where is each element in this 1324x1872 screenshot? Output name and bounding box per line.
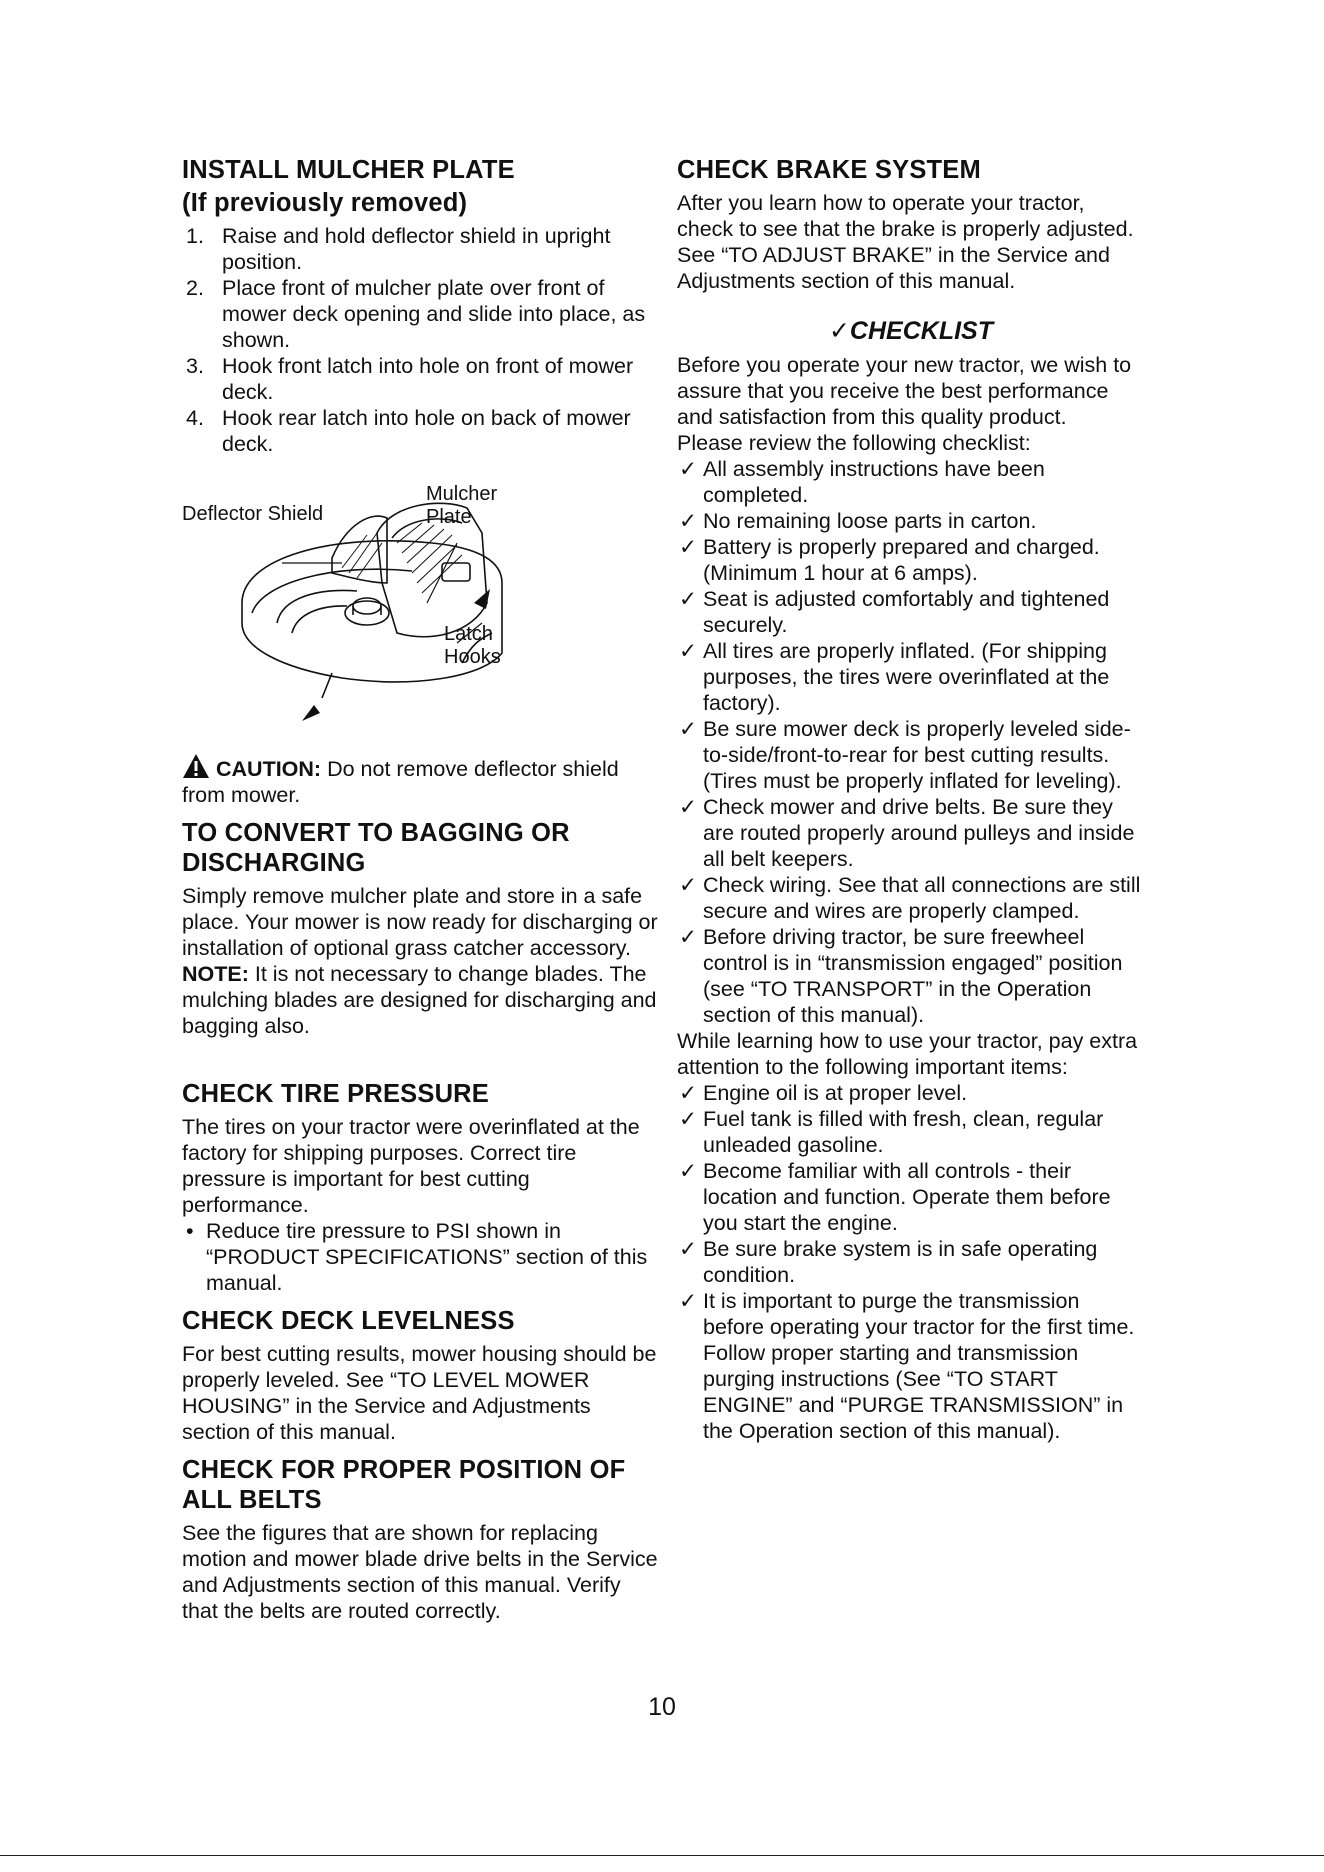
list-item: ✓ Become familiar with all controls - their location and function. Operate them before you start the engine. bbox=[679, 1159, 1111, 1235]
checklist-learning: While learning how to use your tractor, pay extra attention to the following important items: bbox=[677, 1029, 1138, 1079]
list-item: ✓ Fuel tank is filled with fresh, clean, regular unleaded gasoline. bbox=[679, 1107, 1104, 1157]
warning-triangle-icon bbox=[182, 753, 210, 779]
tire-bullets bbox=[182, 1218, 662, 1296]
check-icon: ✓ bbox=[679, 1081, 698, 1105]
check-icon: ✓ bbox=[679, 1159, 698, 1183]
check-icon: ✓ bbox=[679, 873, 698, 897]
mulcher-plate-label: Mulcher Plate bbox=[426, 483, 498, 528]
check-icon: ✓ bbox=[679, 795, 698, 819]
mulcher-steps bbox=[182, 223, 662, 457]
check-icon: ✓ bbox=[679, 587, 698, 611]
tire-heading: CHECK TIRE PRESSURE bbox=[182, 1080, 490, 1108]
bottom-rule bbox=[0, 1855, 1324, 1856]
belts-heading: CHECK FOR PROPER POSITION OF ALL BELTS bbox=[182, 1456, 626, 1514]
brake-heading: CHECK BRAKE SYSTEM bbox=[677, 156, 981, 184]
convert-body: Simply remove mulcher plate and store in a safe place. Your mower is now ready for discharging or installation of optional grass catcher accessory. bbox=[182, 884, 658, 960]
check-icon: ✓ bbox=[679, 925, 698, 949]
mulcher-heading: INSTALL MULCHER PLATE bbox=[182, 156, 515, 184]
check-icon: ✓ bbox=[679, 1237, 698, 1261]
check-icon: ✓ bbox=[679, 1289, 698, 1313]
deck-body: For best cutting results, mower housing should be properly leveled. See “TO LEVEL MOWER HOUSING” in the Service and Adjustments section of this manual. bbox=[182, 1342, 657, 1444]
check-icon: ✓ bbox=[679, 535, 698, 559]
list-item: ✓ Before driving tractor, be sure freewheel control is in “transmission engaged” position (see “TO TRANSPORT” in the Operation section of this manual). bbox=[679, 925, 1123, 1027]
check-icon: ✓ bbox=[679, 509, 698, 533]
latch-hooks-label: Latch Hooks bbox=[444, 623, 501, 668]
list-item: ✓ Be sure brake system is in safe operating condition. bbox=[679, 1237, 1098, 1287]
list-item: ✓ Check mower and drive belts. Be sure they are routed properly around pulleys and inside all belt keepers. bbox=[679, 795, 1135, 871]
checklist-items-2 bbox=[677, 1080, 1145, 1444]
check-icon: ✓ bbox=[679, 639, 698, 663]
list-item: 1. Raise and hold deflector shield in upright position. bbox=[186, 224, 611, 274]
checklist-intro: Before you operate your new tractor, we wish to assure that you receive the best performance and satisfaction from this quality product. bbox=[677, 353, 1132, 429]
checklist-review: Please review the following checklist: bbox=[677, 431, 1031, 455]
caution-notice: CAUTION: Do not remove deflector shield from mower. bbox=[182, 753, 662, 808]
check-icon: ✓ bbox=[679, 457, 698, 481]
list-item: ✓ Seat is adjusted comfortably and tightened securely. bbox=[679, 587, 1110, 637]
convert-note: NOTE: It is not necessary to change blades. The mulching blades are designed for discharging and bagging also. bbox=[182, 962, 657, 1038]
list-item: ✓ All tires are properly inflated. (For shipping purposes, the tires were overinflated at the factory). bbox=[679, 639, 1110, 715]
list-item: 4. Hook rear latch into hole on back of mower deck. bbox=[186, 406, 631, 456]
list-item: 2. Place front of mulcher plate over front of mower deck opening and slide into place, as shown. bbox=[186, 276, 646, 352]
caution-text: Do not remove deflector shield from mower. bbox=[182, 757, 619, 807]
list-item: ✓ All assembly instructions have been completed. bbox=[679, 457, 1045, 507]
belts-body: See the figures that are shown for replacing motion and mower blade drive belts in the Service and Adjustments section of this manual. Verify that the belts are routed correctly. bbox=[182, 1521, 658, 1623]
check-icon: ✓ bbox=[679, 717, 698, 741]
page-number: 10 bbox=[648, 1693, 676, 1721]
convert-heading: TO CONVERT TO BAGGING OR DISCHARGING bbox=[182, 819, 570, 877]
checklist-heading: ✓CHECKLIST bbox=[828, 317, 993, 345]
check-icon: ✓ bbox=[679, 1107, 698, 1131]
deflector-shield-label: Deflector Shield bbox=[182, 503, 324, 525]
mulcher-subheading: (If previously removed) bbox=[182, 189, 468, 217]
mulcher-plate-figure bbox=[182, 463, 662, 743]
brake-body: After you learn how to operate your tractor, check to see that the brake is properly adjusted. See “TO ADJUST BRAKE” in the Service and Adjustments section of this manual. bbox=[677, 191, 1134, 293]
list-item: 3. Hook front latch into hole on front of mower deck. bbox=[186, 354, 634, 404]
caution-label: CAUTION bbox=[215, 757, 314, 781]
list-item: ✓ Be sure mower deck is properly leveled side-to-side/front-to-rear for best cutting results. (Tires must be properly inflated for leveling). bbox=[679, 717, 1131, 793]
tire-body: The tires on your tractor were overinflated at the factory for shipping purposes. Correct tire pressure is important for best cutting performance. bbox=[182, 1115, 640, 1217]
deck-heading: CHECK DECK LEVELNESS bbox=[182, 1307, 515, 1335]
list-item: ✓ It is important to purge the transmission before operating your tractor for the first time. Follow proper starting and transmission purging instructions (See “TO START ENGINE” and “PURGE TRANSMISSION” in the Operation section of this manual). bbox=[679, 1289, 1135, 1443]
left-column bbox=[182, 155, 662, 1624]
list-item: ✓ Engine oil is at proper level. bbox=[679, 1081, 968, 1105]
right-column bbox=[677, 155, 1145, 1444]
checklist-items bbox=[677, 456, 1145, 1028]
list-item: • Reduce tire pressure to PSI shown in “PRODUCT SPECIFICATIONS” section of this manual. bbox=[186, 1219, 648, 1295]
list-item: ✓ Check wiring. See that all connections are still secure and wires are properly clamped. bbox=[679, 873, 1141, 923]
list-item: ✓ No remaining loose parts in carton. bbox=[679, 509, 1037, 533]
list-item: ✓ Battery is properly prepared and charged. (Minimum 1 hour at 6 amps). bbox=[679, 535, 1100, 585]
